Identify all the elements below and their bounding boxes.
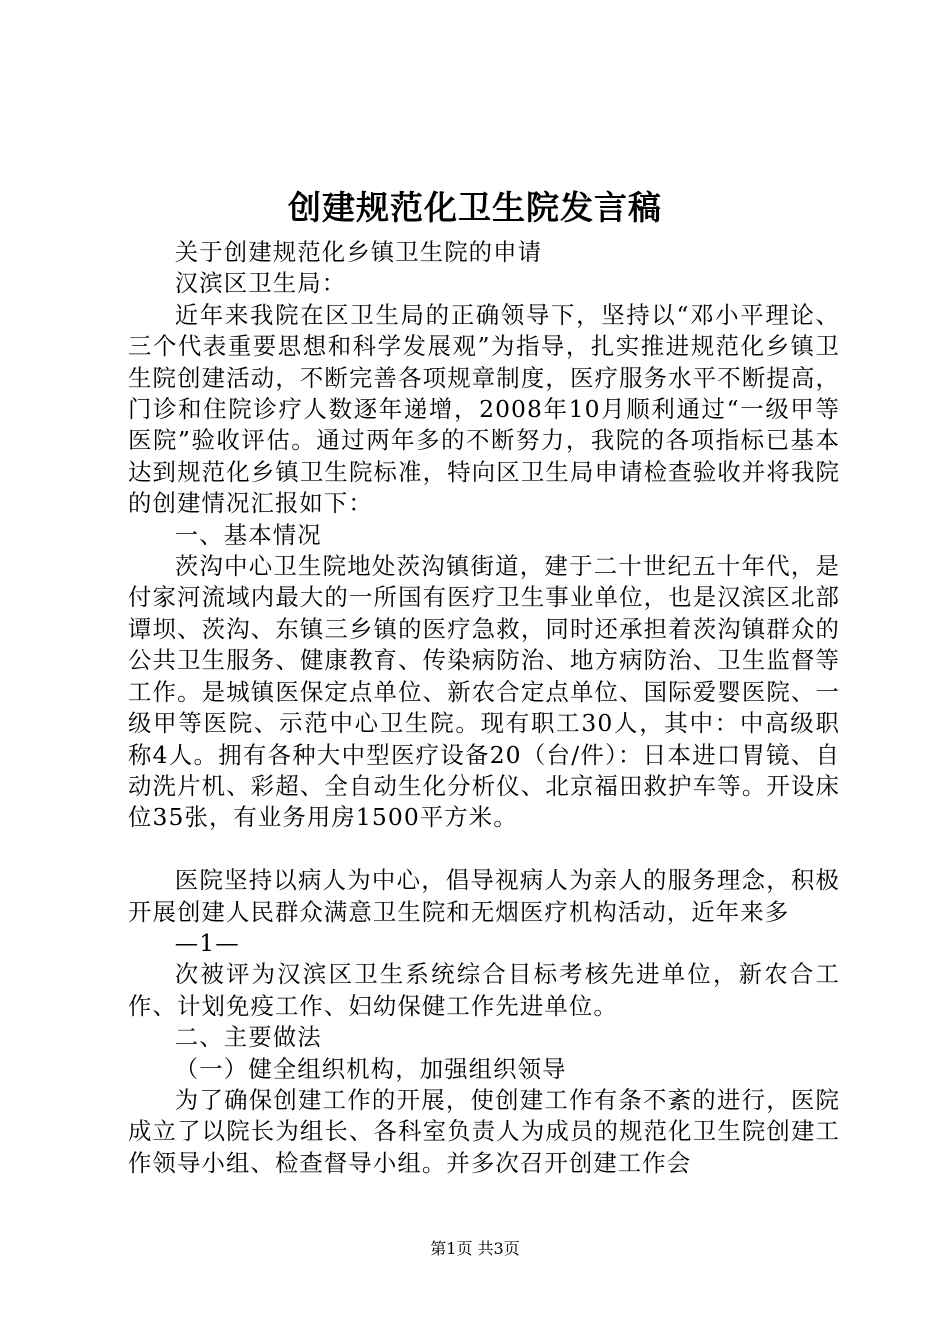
paragraph-organization: 为了确保创建工作的开展，使创建工作有条不紊的进行，医院成立了以院长为组长、各科室负责人为成员的规范化卫生院创建工作领导小组、检查督导小组。并多次召开创建工作会 (128, 1085, 840, 1177)
paragraph-addressee: 汉滨区卫生局： (174, 269, 347, 298)
subsection-heading-organization: （一）健全组织机构，加强组织领导 (174, 1054, 567, 1083)
blank-line (128, 834, 840, 865)
paragraph-basic-info: 茨沟中心卫生院地处茨沟镇街道，建于二十世纪五十年代，是付家河流域内最大的一所国有医疗卫生事业单位，也是汉滨区北部谭坝、茨沟、东镇三乡镇的医疗急救，同时还承担着茨沟镇群众的公共卫生服务、健康教育、传染病防治、地方病防治、卫生监督等工作。是城镇医保定点单位、新农合定点单位、国际爱婴医院、一级甲等医院、示范中心卫生院。现有职工30人，其中：中高级职称4人。拥有各种大中型医疗设备20（台/件）：日本进口胃镜、自动洗片机、彩超、全自动生化分析仪、北京福田救护车等。开设床位35张，有业务用房1500平方米。 (128, 552, 840, 832)
document-body (128, 237, 840, 1179)
paragraph-intro: 近年来我院在区卫生局的正确领导下，坚持以“邓小平理论、三个代表重要思想和科学发展观”为指导，扎实推进规范化乡镇卫生院创建活动，不断完善各项规章制度，医疗服务水平不断提高，门诊和住院诊疗人数逐年递增，2008年10月顺利通过“一级甲等医院”验收评估。通过两年多的不断努力，我院的各项指标已基本达到规范化乡镇卫生院标准，特向区卫生局申请检查验收并将我院的创建情况汇报如下： (128, 300, 840, 518)
section-heading-main-practices: 二、主要做法 (174, 1023, 322, 1052)
section-heading-basic-info: 一、基本情况 (174, 520, 322, 549)
inline-page-marker: —1— (174, 928, 240, 957)
paragraph-subject: 关于创建规范化乡镇卫生院的申请 (174, 238, 543, 266)
document-title: 创建规范化卫生院发言稿 (288, 188, 662, 227)
paragraph-service-philosophy: 医院坚持以病人为中心，倡导视病人为亲人的服务理念，积极开展创建人民群众满意卫生院和无烟医疗机构活动，近年来多 (128, 866, 840, 926)
paragraph-awards: 次被评为汉滨区卫生系统综合目标考核先进单位，新农合工作、计划免疫工作、妇幼保健工作先进单位。 (128, 960, 840, 1020)
page-footer: 第1页 共3页 (430, 1239, 520, 1258)
